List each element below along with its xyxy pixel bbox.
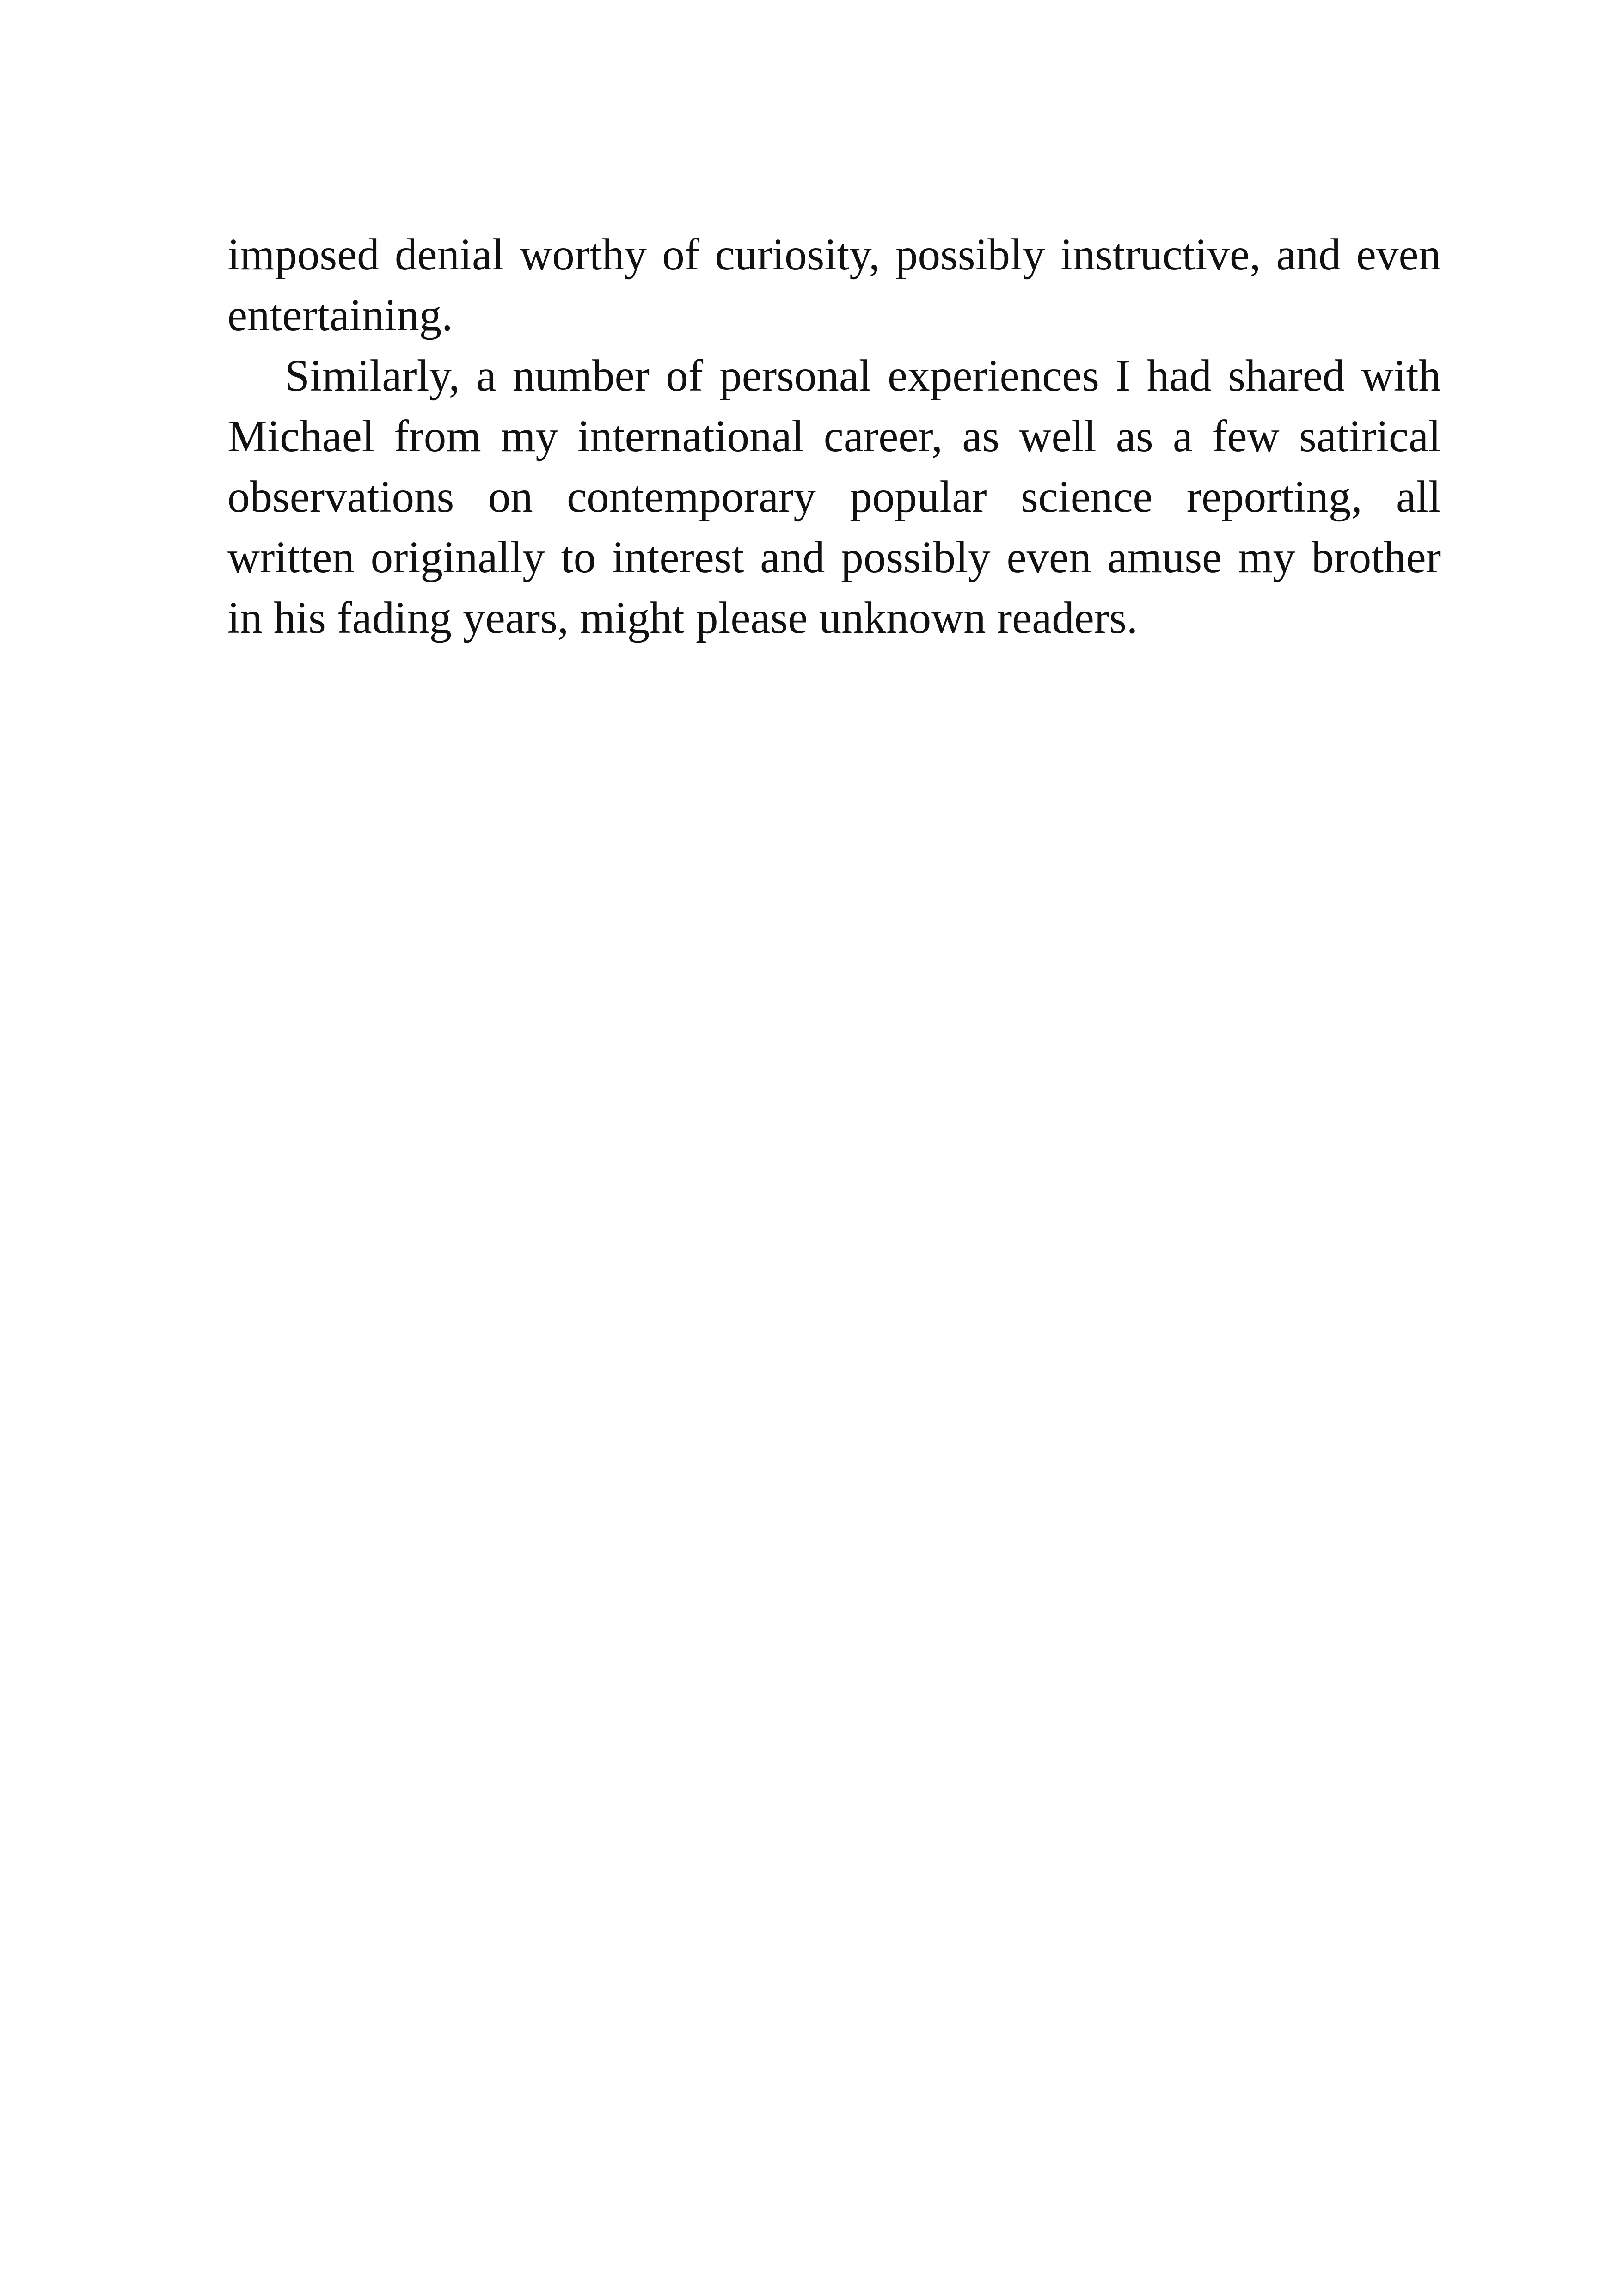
paragraph-continuation: imposed denial worthy of curiosity, possibly instructive, and even entertaining. [227,230,1441,340]
paragraph-similarly: Similarly, a number of personal experiences I had shared with Michael from my international career, as well as a few satirical observations on contemporary popular science reporting, all written originally to interest and possibly even amuse my brother in his fading years, might please unknown readers. [227,351,1441,643]
body-text [227,224,1441,648]
